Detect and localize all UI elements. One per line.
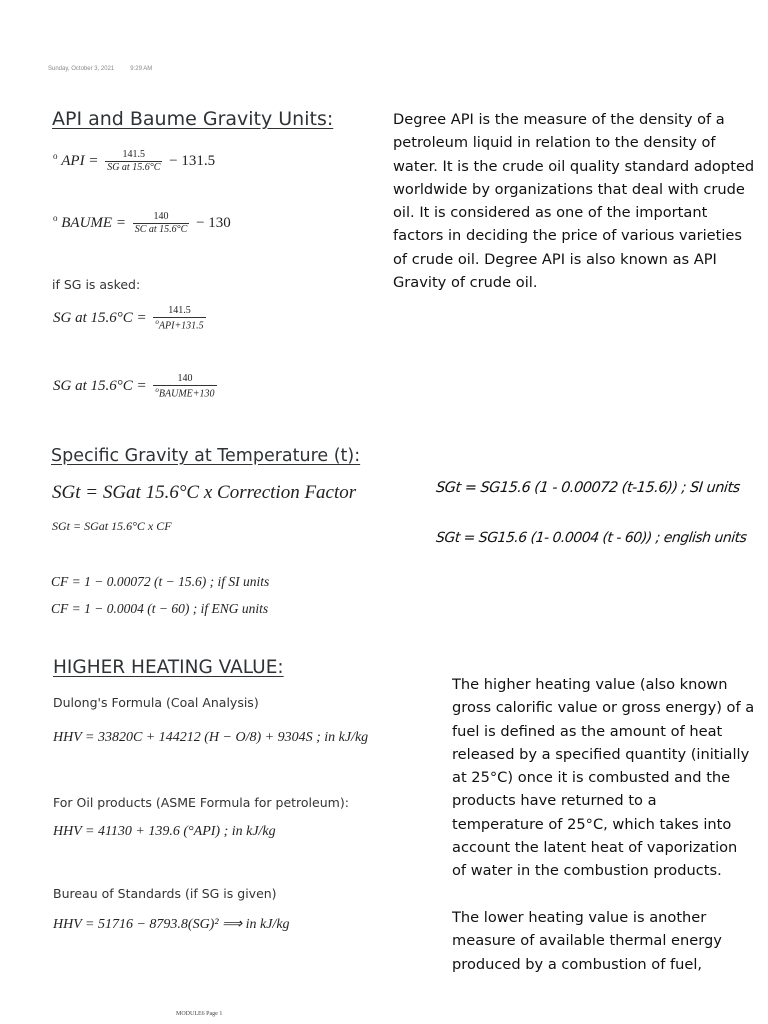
oil-label: For Oil products (ASME Formula for petroleum):	[53, 795, 349, 810]
page-footer: MODULE6 Page 1	[176, 1011, 223, 1017]
dulong-label: Dulong's Formula (Coal Analysis)	[53, 695, 259, 710]
cf-si-formula: CF = 1 − 0.00072 (t − 15.6) ; if SI units	[51, 574, 270, 589]
sg-from-api-formula: SG at 15.6°C = $\frac{141.5}{^oAPI+131.5}$	[53, 305, 204, 332]
sg-correction-formula: SGt = SGat 15.6°C x Correction Factor	[52, 482, 357, 503]
sg-cf-formula: SGt = SGat 15.6°C x CF	[52, 519, 172, 533]
oil-formula: HHV = 41130 + 139.6 (°API) ; in kJ/kg	[53, 824, 276, 839]
bureau-label: Bureau of Standards (if SG is given)	[53, 886, 277, 901]
sg-asked-label: if SG is asked:	[52, 277, 141, 292]
sg-section-title: Specific Gravity at Temperature (t):	[51, 446, 361, 466]
api-description: Degree API is the measure of the density of a petroleum liquid in relation to the density of water. It is the crude oil quality standard adopted worldwide by organizations that deal with crude oil. It is considered as one of the important factors in deciding the price of various varieties of crude oil. Degree API is also known as API Gravity of crude oil.	[393, 111, 755, 292]
api-formula: $^o$ API = $\frac{141.5}{\text{SG at 15.6°C}}$ − 131.5	[53, 149, 216, 173]
baume-formula: $^o$ BAUME = $\frac{140}{\text{SC at 15.6°C}}$ − 130	[53, 211, 231, 235]
handwritten-english-note: SGt = SG15.6 (1- 0.0004 (t - 60)) ; english units	[435, 530, 748, 546]
handwritten-si-note: SGt = SG15.6 (1 - 0.00072 (t-15.6)) ; SI units	[435, 480, 741, 496]
bureau-formula: HHV = 51716 − 8793.8(SG)² ⟹ in kJ/kg	[53, 917, 290, 932]
dulong-formula: HHV = 33820C + 144212 (H − O/8) + 9304S ; in kJ/kg	[53, 730, 369, 745]
api-section-title: API and Baume Gravity Units:	[52, 108, 334, 130]
cf-eng-formula: CF = 1 − 0.0004 (t − 60) ; if ENG units	[51, 601, 269, 616]
page-date: Sunday, October 3, 2021	[48, 66, 115, 72]
sg-from-baume-formula: SG at 15.6°C = $\frac{140}{^oBAUME+130}$	[53, 373, 215, 400]
page-datestamp	[48, 66, 152, 72]
page-time: 9:29 AM	[130, 66, 153, 72]
hhv-section-title: HIGHER HEATING VALUE:	[53, 657, 284, 678]
lhv-description: The lower heating value is another measure of available thermal energy produced by a combustion of fuel,	[452, 909, 722, 973]
hhv-description: The higher heating value (also known gross calorific value or gross energy) of a fuel is defined as the amount of heat released by a specified quantity (initially at 25°C) once it is combusted and the products have returned to a temperature of 25°C, which takes into account the latent heat of vaporization of water in the combustion products.	[452, 676, 755, 880]
